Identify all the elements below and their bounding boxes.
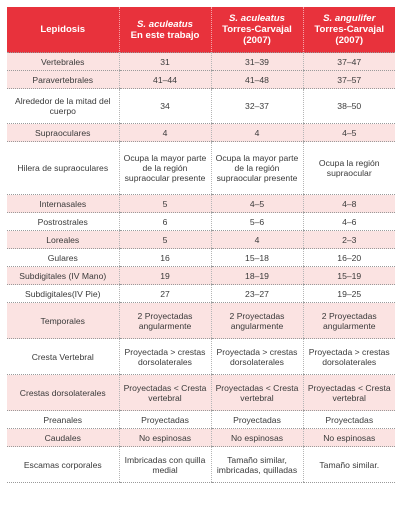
table-row — [7, 249, 395, 267]
value-cell: 37–57 — [303, 71, 395, 89]
row-label-cell: Hilera de supraoculares — [7, 142, 119, 195]
value-cell: Proyectadas — [303, 411, 395, 429]
table-row — [7, 285, 395, 303]
value-cell: 2 Proyectadas angularmente — [119, 303, 211, 339]
header-species: S. aculeatus — [229, 13, 285, 24]
value-cell: 41–48 — [211, 71, 303, 89]
value-cell: 5 — [119, 231, 211, 249]
value-cell: Proyectadas — [211, 411, 303, 429]
header-source: Torres-Carvajal (2007) — [222, 24, 292, 46]
value-cell: Proyectadas < Cresta vertebral — [211, 375, 303, 411]
value-cell: Proyectada > crestas dorsolaterales — [119, 339, 211, 375]
row-label-cell: Caudales — [7, 429, 119, 447]
row-label-cell: Escamas corporales — [7, 447, 119, 483]
table-row — [7, 71, 395, 89]
header-cell-lepidosis — [7, 7, 119, 53]
value-cell: 4 — [119, 124, 211, 142]
value-cell: 2 Proyectadas angularmente — [303, 303, 395, 339]
header-cell-torres-aculeatus — [211, 7, 303, 53]
header-species: S. angulifer — [323, 13, 376, 24]
value-cell: Proyectada > crestas dorsolaterales — [211, 339, 303, 375]
table-row — [7, 89, 395, 124]
value-cell: Ocupa la mayor parte de la región supraocular presente — [211, 142, 303, 195]
row-label-cell: Paravertebrales — [7, 71, 119, 89]
value-cell: 16 — [119, 249, 211, 267]
table-row — [7, 375, 395, 411]
value-cell: Proyectadas < Cresta vertebral — [303, 375, 395, 411]
value-cell: 18–19 — [211, 267, 303, 285]
row-label-cell: Alrededor de la mitad del cuerpo — [7, 89, 119, 124]
header-source: En este trabajo — [130, 29, 200, 41]
value-cell: 2–3 — [303, 231, 395, 249]
row-label-cell: Internasales — [7, 195, 119, 213]
value-cell: 4 — [211, 231, 303, 249]
value-cell: 5–6 — [211, 213, 303, 231]
value-cell: Tamaño similar. — [303, 447, 395, 483]
table-row — [7, 339, 395, 375]
value-cell: 4 — [211, 124, 303, 142]
table-row — [7, 213, 395, 231]
value-cell: No espinosas — [303, 429, 395, 447]
value-cell: 4–5 — [211, 195, 303, 213]
table-row — [7, 231, 395, 249]
value-cell: 19–25 — [303, 285, 395, 303]
row-label-cell: Loreales — [7, 231, 119, 249]
value-cell: Proyectadas — [119, 411, 211, 429]
row-label-cell: Crestas dorsolaterales — [7, 375, 119, 411]
table-row — [7, 267, 395, 285]
value-cell: 4–5 — [303, 124, 395, 142]
value-cell: Tamaño similar, imbricadas, quilladas — [211, 447, 303, 483]
table-body — [7, 53, 395, 483]
row-label-cell: Preanales — [7, 411, 119, 429]
value-cell: Proyectadas < Cresta vertebral — [119, 375, 211, 411]
value-cell: No espinosas — [119, 429, 211, 447]
value-cell: Proyectada > crestas dorsolaterales — [303, 339, 395, 375]
header-species: S. aculeatus — [137, 18, 193, 30]
table-row — [7, 303, 395, 339]
value-cell: 32–37 — [211, 89, 303, 124]
table-row — [7, 447, 395, 483]
value-cell: 15–19 — [303, 267, 395, 285]
header-label: Lepidosis — [40, 24, 86, 35]
header-row — [7, 7, 395, 53]
value-cell: 6 — [119, 213, 211, 231]
header-source: Torres-Carvajal (2007) — [314, 24, 385, 46]
row-label-cell: Supraoculares — [7, 124, 119, 142]
value-cell: 34 — [119, 89, 211, 124]
value-cell: 16–20 — [303, 249, 395, 267]
header-cell-este-trabajo — [119, 7, 211, 53]
row-label-cell: Temporales — [7, 303, 119, 339]
value-cell: 5 — [119, 195, 211, 213]
value-cell: 4–8 — [303, 195, 395, 213]
row-label-cell: Postrostrales — [7, 213, 119, 231]
value-cell: 2 Proyectadas angularmente — [211, 303, 303, 339]
value-cell: 37–47 — [303, 53, 395, 71]
table-row — [7, 124, 395, 142]
row-label-cell: Vertebrales — [7, 53, 119, 71]
table-row — [7, 411, 395, 429]
table-row — [7, 142, 395, 195]
row-label-cell: Cresta Vertebral — [7, 339, 119, 375]
value-cell: No espinosas — [211, 429, 303, 447]
value-cell: Ocupa la mayor parte de la región supraocular presente — [119, 142, 211, 195]
header-cell-torres-angulifer — [303, 7, 395, 53]
value-cell: 19 — [119, 267, 211, 285]
row-label-cell: Subdigitales (IV Mano) — [7, 267, 119, 285]
row-label-cell: Subdigitales(IV Pie) — [7, 285, 119, 303]
table-row — [7, 195, 395, 213]
lepidosis-table — [7, 7, 395, 483]
value-cell: 27 — [119, 285, 211, 303]
value-cell: 38–50 — [303, 89, 395, 124]
table-row — [7, 53, 395, 71]
value-cell: 23–27 — [211, 285, 303, 303]
value-cell: 31–39 — [211, 53, 303, 71]
table-row — [7, 429, 395, 447]
value-cell: 31 — [119, 53, 211, 71]
value-cell: 41–44 — [119, 71, 211, 89]
value-cell: Imbricadas con quilla medial — [119, 447, 211, 483]
value-cell: 15–18 — [211, 249, 303, 267]
value-cell: Ocupa la región supraocular — [303, 142, 395, 195]
value-cell: 4–6 — [303, 213, 395, 231]
row-label-cell: Gulares — [7, 249, 119, 267]
